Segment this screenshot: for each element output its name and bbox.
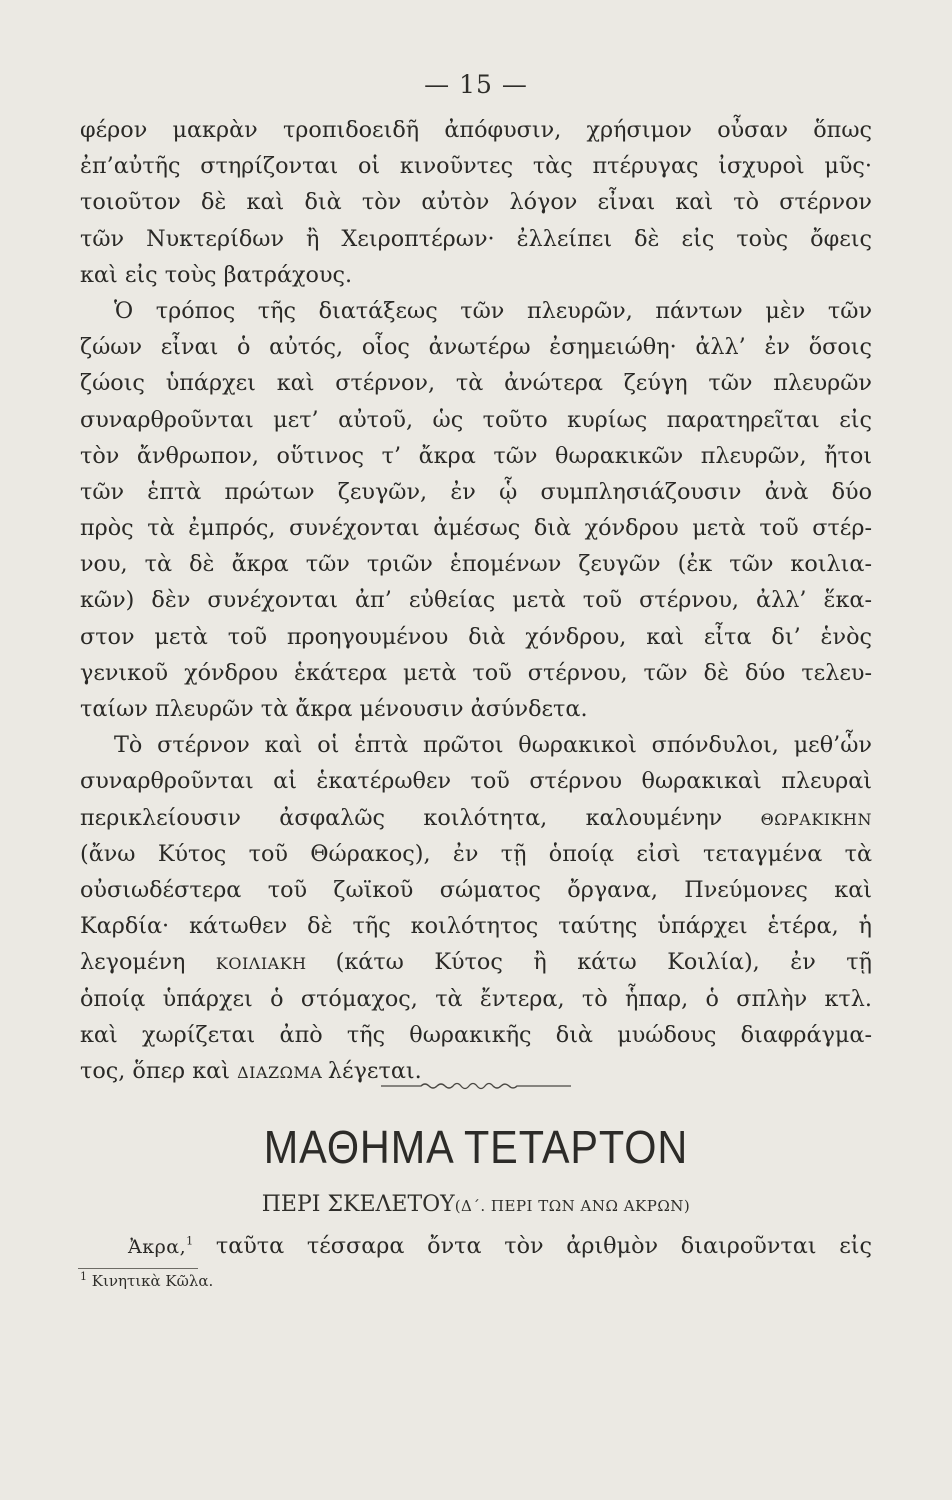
line-text: πρὸς τὰ ἐμπρός, συνέχονται ἀμέσως διὰ χόνδρου μετὰ τοῦ στέρ-	[80, 515, 872, 542]
text-line	[80, 112, 872, 148]
text-line	[80, 836, 872, 872]
footnote-reference: 1	[186, 1234, 194, 1248]
page-number: — 15 —	[424, 70, 528, 99]
subtitle-main: ΠΕΡΙ ΣΚΕΛΕΤΟΥ	[261, 1192, 455, 1217]
line-text: ζώων εἶναι ὁ αὐτός, οἷος ἀνωτέρω ἐσημειώθη· ἀλλ’ ἐν ὅσοις	[80, 334, 872, 361]
subtitle-paren: (Δ΄. ΠΕΡΙ ΤΩΝ ΑΝΩ ΑΚΡΩΝ)	[454, 1197, 691, 1215]
footnote-rule	[78, 1268, 198, 1269]
chapter-title: ΜΑΘΗΜΑ ΤΕΤΑΡΤΟΝ	[263, 1121, 689, 1173]
line-text: ὁποίᾳ ὑπάρχει ὁ στόμαχος, τὰ ἔντερα, τὸ ἧπαρ, ὁ σπλὴν κτλ.	[80, 985, 872, 1012]
line-text: οὐσιωδέστερα τοῦ ζωϊκοῦ σώματος ὄργανα, Πνεύμονες καὶ	[80, 876, 872, 903]
text-line	[80, 727, 872, 763]
ornamental-divider	[0, 1078, 952, 1097]
line-text: συναρθροῦνται μετ’ αὐτοῦ, ὡς τοῦτο κυρίως παρατηρεῖται εἰς	[80, 406, 872, 433]
line-text: τῶν Νυκτερίδων ἢ Χειροπτέρων· ἐλλείπει δὲ εἰς τοὺς ὄφεις	[80, 225, 872, 252]
line-text: Ὁ τρόπος τῆς διατάξεως τῶν πλευρῶν, πάντων μὲν τῶν	[114, 297, 872, 324]
line-text: στον μετὰ τοῦ προηγουμένου διὰ χόνδρου, καὶ εἶτα δι’ ἑνὸς	[80, 623, 872, 650]
line-text: καὶ χωρίζεται ἀπὸ τῆς θωρακικῆς διὰ μυώδους διαφράγμα-	[80, 1021, 872, 1048]
line-text: καὶ εἰς τοὺς βατράχους.	[80, 261, 353, 288]
line-text: Τὸ στέρνον καὶ οἱ ἑπτὰ πρῶτοι θωρακικοὶ σπόνδυλοι, μεθ’ὧν	[114, 732, 872, 759]
text-line	[80, 184, 872, 220]
line-text: περικλείουσιν ἀσφαλῶς κοιλότητα, καλουμένην	[80, 804, 761, 831]
line-text: τῶν ἑπτὰ πρώτων ζευγῶν, ἐν ᾧ συμπλησιάζουσιν ἀνὰ δύο	[80, 478, 872, 505]
line-text: ζώοις ὑπάρχει καὶ στέρνον, τὰ ἀνώτερα ζεύγη τῶν πλευρῶν	[80, 370, 872, 397]
line-text: νου, τὰ δὲ ἄκρα τῶν τριῶν ἑπομένων ζευγῶν (ἐκ τῶν κοιλια-	[80, 551, 872, 578]
line-text: (ἄνω Κύτος τοῦ Θώρακος), ἐν τῇ ὁποίᾳ εἰσὶ τεταγμένα τὰ	[80, 840, 872, 867]
text-line	[80, 872, 872, 908]
body-text	[80, 112, 872, 1089]
text-line	[80, 908, 872, 944]
line-text: συναρθροῦνται αἱ ἑκατέρωθεν τοῦ στέρνου θωρακικαὶ πλευραὶ	[80, 768, 872, 795]
text-line	[80, 619, 872, 655]
text-line	[80, 257, 872, 293]
line-text: ταίων πλευρῶν τὰ ἄκρα μένουσιν ἀσύνδετα.	[80, 696, 588, 722]
line-text: (κάτω Κύτος ἢ κάτω Κοιλία), ἐν τῇ	[335, 949, 872, 976]
wavy-rule-icon	[381, 1079, 571, 1093]
text-line	[80, 365, 872, 401]
chapter-subtitle	[0, 1192, 952, 1217]
text-line	[80, 438, 872, 474]
text-line	[80, 1017, 872, 1053]
text-line	[80, 510, 872, 546]
section-lead-word: Ἀκρα,	[128, 1236, 187, 1258]
text-line	[80, 582, 872, 618]
text-line	[80, 148, 872, 184]
line-text: κῶν) δὲν συνέχονται ἀπ’ εὐθείας μετὰ τοῦ στέρνου, ἀλλ’ ἕκα-	[80, 587, 872, 614]
text-line	[80, 763, 872, 799]
line-text: γενικοῦ χόνδρου ἑκάτερα μετὰ τοῦ στέρνου, τῶν δὲ δύο τελευ-	[80, 659, 872, 686]
section-first-line	[128, 1228, 872, 1265]
line-text: φέρον μακρὰν τροπιδοειδῆ ἀπόφυσιν, χρήσιμον οὖσαν ὅπως	[80, 117, 872, 143]
text-line	[80, 800, 872, 836]
line-text: ἐπ’αὐτῆς στηρίζονται οἱ κινοῦντες τὰς πτέρυγας ἰσχυροὶ μῦς·	[80, 153, 872, 180]
text-line	[80, 546, 872, 582]
line-text-before: λεγομένη	[80, 949, 216, 976]
small-caps-term: ΘΩΡΑΚΙΚΗΝ	[760, 809, 872, 829]
line-text: τοιοῦτον δὲ καὶ διὰ τὸν αὐτὸν λόγον εἶναι καὶ τὸ στέρνον	[80, 189, 872, 216]
line-text: Καρδία· κάτωθεν δὲ τῆς κοιλότητος ταύτης ὑπάρχει ἑτέρα, ἡ	[80, 913, 872, 940]
text-line	[80, 655, 872, 691]
footnote-mark: 1	[80, 1270, 87, 1283]
text-line	[80, 293, 872, 329]
small-caps-term: ΚΟΙΛΙΑΚΗ	[215, 954, 336, 974]
line-text: τὸν ἄνθρωπον, οὕτινος τ’ ἄκρα τῶν θωρακικῶν πλευρῶν, ἤτοι	[80, 442, 872, 469]
footnote-text: Κινητικὰ Κῶλα.	[91, 1272, 214, 1290]
text-line	[80, 944, 872, 980]
line-text: λέγεται.	[327, 1057, 422, 1084]
footnote	[80, 1272, 213, 1290]
small-caps-term: ΔΙΑΖΩΜΑ	[237, 1062, 328, 1082]
text-line	[80, 402, 872, 438]
text-line	[80, 691, 872, 727]
text-line	[80, 329, 872, 365]
text-line	[80, 981, 872, 1017]
text-line	[80, 221, 872, 257]
section-line-text: ταῦτα τέσσαρα ὄντα τὸν ἀριθμὸν διαιροῦνται εἰς	[215, 1233, 873, 1259]
line-text-before: τος, ὅπερ καὶ	[80, 1057, 238, 1084]
text-line	[80, 474, 872, 510]
